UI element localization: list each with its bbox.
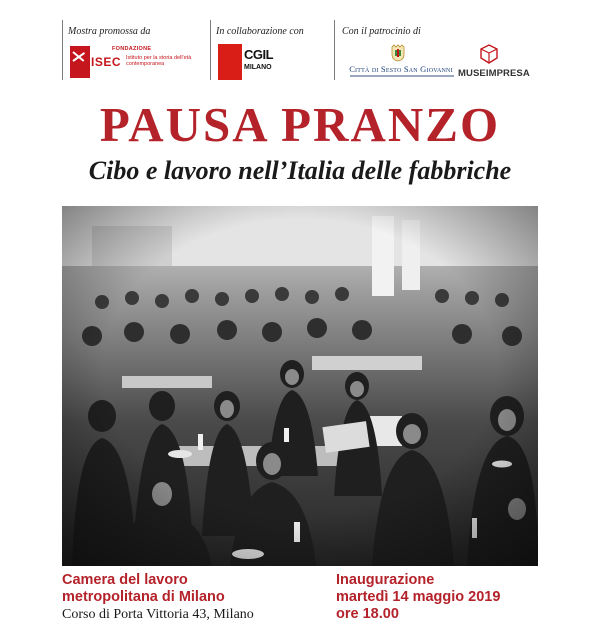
- isec-description: Istituto per la storia dell'età contemporanea: [126, 55, 192, 68]
- comune-name: Città di Sesto San Giovanni: [349, 64, 453, 74]
- venue-line-2: metropolitana di Milano: [62, 589, 225, 605]
- isec-mark-icon: [70, 46, 90, 78]
- opening-time: ore 18.00: [336, 606, 399, 622]
- museimpresa-name: MUSEIMPRESA: [458, 68, 530, 79]
- isec-fondazione: FONDAZIONE: [112, 46, 152, 52]
- sponsor-header: [0, 0, 600, 88]
- opening-block: [336, 572, 536, 623]
- isec-logo: [70, 46, 190, 80]
- patronage-label: Con il patrocinio di: [342, 26, 421, 37]
- exhibition-subtitle: Cibo e lavoro nell’Italia delle fabbriche: [88, 156, 512, 185]
- promoted-label: Mostra promossa da: [68, 26, 151, 37]
- comune-underline: [350, 75, 454, 77]
- factory-canteen-photo: [62, 206, 538, 566]
- cgil-city: MILANO: [244, 64, 272, 71]
- opening-date: martedì 14 maggio 2019: [336, 589, 501, 605]
- isec-name: ISEC: [91, 55, 122, 69]
- venue-line-1: Camera del lavoro: [62, 572, 188, 588]
- opening-label: Inaugurazione: [336, 572, 435, 588]
- venue-address: Corso di Porta Vittoria 43, Milano: [62, 607, 254, 622]
- patronage-block: [336, 20, 536, 82]
- cgil-name: CGIL: [244, 47, 274, 62]
- divider: [334, 20, 335, 80]
- promoter-block: [62, 20, 202, 82]
- venue-block: [62, 572, 322, 623]
- collab-label: In collaborazione con: [216, 26, 304, 37]
- cube-icon: [480, 44, 498, 64]
- coat-of-arms-icon: [390, 44, 406, 62]
- cgil-logo: [218, 44, 242, 80]
- collaborator-block: [210, 20, 334, 82]
- exhibition-title: PAUSA PRANZO: [99, 97, 501, 152]
